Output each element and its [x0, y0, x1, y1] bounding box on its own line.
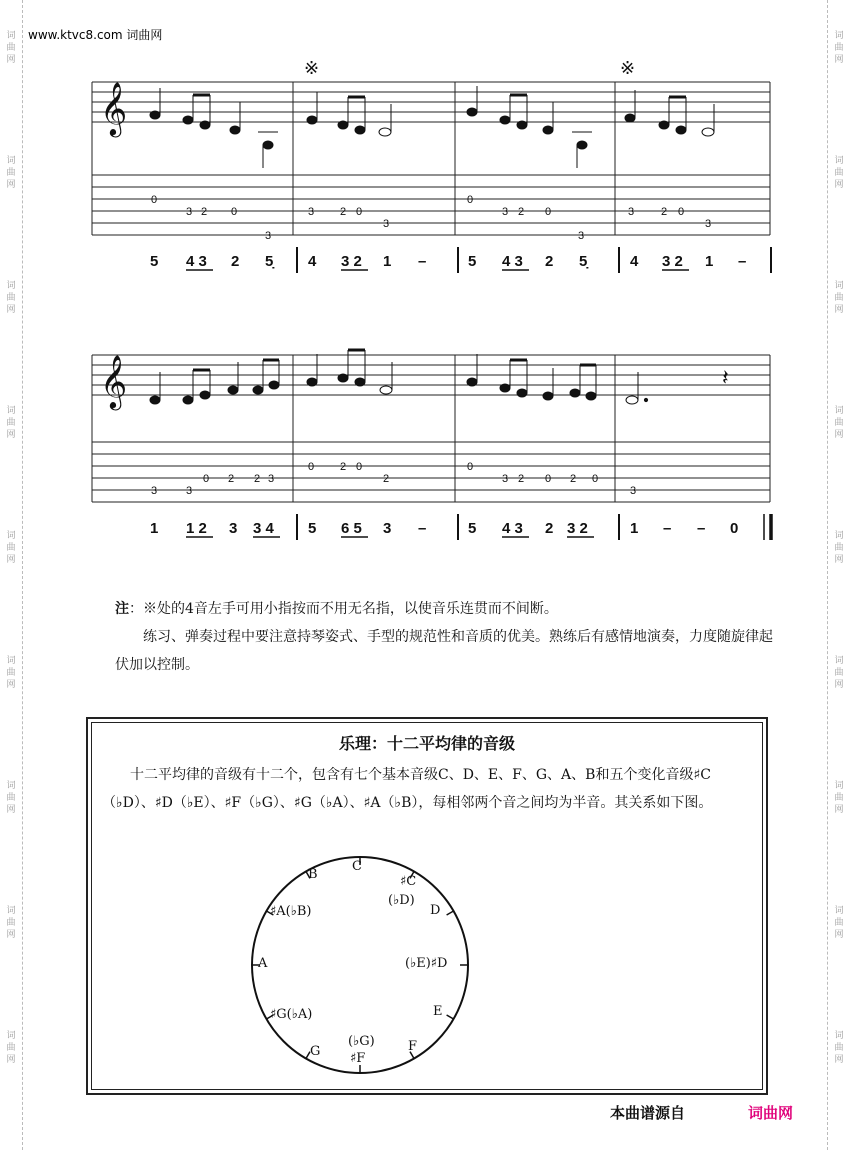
circle-label: ♯C: [400, 874, 417, 889]
svg-text:3: 3: [383, 218, 390, 230]
jianpu-r1-m3-n3: 2: [545, 253, 554, 270]
jianpu-r2-m2-n2: 6 5: [341, 520, 362, 537]
svg-text:2: 2: [228, 473, 235, 485]
svg-text:0: 0: [356, 206, 363, 218]
note-line-1: ：※处的4音左手可用小指按而不用无名指，以使音乐连贯而不间断。: [129, 601, 558, 617]
jianpu-r2-m2-n4: –: [418, 520, 427, 537]
jianpu-r2-m2-n3: 3: [383, 520, 392, 537]
circle-tick: [447, 1015, 454, 1019]
svg-text:0: 0: [151, 194, 158, 206]
svg-text:2: 2: [518, 473, 525, 485]
circle-label: (♭G): [348, 1034, 375, 1049]
circle-label: D: [430, 903, 441, 918]
svg-text:3: 3: [628, 206, 635, 218]
side-watermark-text: 词 曲 网: [6, 156, 16, 190]
segno-mark-1: ※: [304, 58, 320, 79]
jianpu-r2-m1-n2: 1 2: [186, 520, 207, 537]
svg-text:3: 3: [502, 206, 509, 218]
circle-label: ♯F: [350, 1051, 366, 1066]
jianpu-r2-m2-n1: 5: [308, 520, 317, 537]
svg-text:3: 3: [268, 473, 275, 485]
semitone-circle-diagram: [240, 840, 480, 1090]
side-watermark-text: 词 曲 网: [834, 1031, 844, 1065]
svg-text:2: 2: [518, 206, 525, 218]
side-watermark-text: 词 曲 网: [6, 656, 16, 690]
circle-label: G: [310, 1044, 321, 1059]
svg-text:2: 2: [201, 206, 208, 218]
jianpu-r1-m3-n2: 4 3: [502, 253, 523, 270]
svg-text:2: 2: [340, 206, 347, 218]
jianpu-r2-m4-n1: 1: [630, 520, 639, 537]
jianpu-r1-m4-n3: 1: [705, 253, 714, 270]
side-watermark-text: 词 曲 网: [6, 906, 16, 940]
side-watermark-text: 词 曲 网: [834, 656, 844, 690]
svg-text:0: 0: [356, 461, 363, 473]
jianpu-r2-m3-n1: 5: [468, 520, 477, 537]
svg-text:3: 3: [502, 473, 509, 485]
svg-text:0: 0: [203, 473, 210, 485]
jianpu-r1-m2-n4: –: [418, 253, 427, 270]
jianpu-r2-m1-n1: 1: [150, 520, 159, 537]
circle-label: E: [433, 1004, 443, 1019]
svg-text:2: 2: [383, 473, 390, 485]
side-watermark-text: 词 曲 网: [834, 281, 844, 315]
circle-label: F: [408, 1039, 418, 1054]
circle-label: ♯G(♭A): [270, 1007, 313, 1022]
side-watermark-text: 词 曲 网: [6, 781, 16, 815]
svg-text:3: 3: [186, 206, 193, 218]
jianpu-r2-m3-n2: 4 3: [502, 520, 523, 537]
svg-text:0: 0: [545, 206, 552, 218]
jianpu-r1-m4-n4: –: [738, 253, 747, 270]
svg-text:2: 2: [661, 206, 668, 218]
jianpu-r2-m4-n2: –: [663, 520, 672, 537]
svg-text:2: 2: [570, 473, 577, 485]
jianpu-r1-m3-n4: 5̣: [579, 253, 588, 270]
jianpu-r1-m1-n4: 5̣: [265, 253, 274, 270]
jianpu-r2-m4-n3: –: [697, 520, 706, 537]
practice-note: [115, 595, 775, 679]
circle-label: C: [352, 859, 362, 874]
jianpu-r2-m1-n4: 3 4: [253, 520, 274, 537]
svg-text:3: 3: [186, 485, 193, 497]
svg-text:0: 0: [467, 461, 474, 473]
side-watermark-text: 词 曲 网: [6, 31, 16, 65]
circle-label: (♭D): [388, 893, 415, 908]
circle-label: (♭E)♯D: [405, 956, 448, 971]
jianpu-r2-m1-n3: 3: [229, 520, 238, 537]
svg-text:3: 3: [308, 206, 315, 218]
side-watermark-text: 词 曲 网: [6, 531, 16, 565]
side-watermark-text: 词 曲 网: [834, 906, 844, 940]
jianpu-r1-m2-n3: 1: [383, 253, 392, 270]
jianpu-r2-m3-n3: 2: [545, 520, 554, 537]
svg-text:0: 0: [308, 461, 315, 473]
svg-text:0: 0: [592, 473, 599, 485]
svg-text:0: 0: [545, 473, 552, 485]
svg-text:3: 3: [578, 230, 585, 242]
theory-title: 乐理：十二平均律的音级: [338, 734, 515, 753]
jianpu-r2-m3-n4: 3 2: [567, 520, 588, 537]
side-watermark-text: 词 曲 网: [834, 781, 844, 815]
svg-text:𝄞: 𝄞: [100, 81, 128, 135]
circle-label: A: [258, 956, 268, 971]
jianpu-r1-m1-n1: 5: [150, 253, 159, 270]
note-label: 注: [115, 601, 129, 617]
svg-text:3: 3: [151, 485, 158, 497]
side-watermark-text: 词 曲 网: [834, 31, 844, 65]
svg-text:𝄞: 𝄞: [100, 354, 128, 408]
jianpu-r1-m3-n1: 5: [468, 253, 477, 270]
footer-source-label: 本曲谱源自: [610, 1105, 686, 1122]
side-watermark-text: 词 曲 网: [834, 406, 844, 440]
side-watermark-text: 词 曲 网: [6, 406, 16, 440]
circle-label: ♯A(♭B): [270, 904, 312, 919]
jianpu-r1-m4-n1: 4: [630, 253, 639, 270]
circle-label: B: [308, 867, 318, 882]
circle-tick: [447, 911, 454, 915]
jianpu-r1-m1-n3: 2: [231, 253, 240, 270]
svg-text:0: 0: [231, 206, 238, 218]
svg-text:2: 2: [254, 473, 261, 485]
side-watermark-text: 词 曲 网: [6, 1031, 16, 1065]
note-line-2: 练习、弹奏过程中要注意持琴姿式、手型的规范性和音质的优美。熟练后有感情地演奏，力度随旋律起伏加以控制。: [115, 629, 773, 673]
jianpu-r1-m2-n2: 3 2: [341, 253, 362, 270]
theory-paragraph: 十二平均律的音级有十二个，包含有七个基本音级C、D、E、F、G、A、B和五个变化音级♯C（♭D）、♯D（♭E）、♯F（♭G）、♯G（♭A）、♯A（♭B），每相邻两个音之间均为半音。其关系如下图。: [102, 767, 713, 811]
svg-text:3: 3: [630, 485, 637, 497]
svg-text:2: 2: [340, 461, 347, 473]
svg-text:0: 0: [678, 206, 685, 218]
site-url: www.ktvc8.com 词曲网: [28, 28, 163, 42]
segno-mark-2: ※: [620, 58, 636, 79]
side-watermark-text: 词 曲 网: [834, 531, 844, 565]
svg-text:3: 3: [265, 230, 272, 242]
svg-text:𝄽: 𝄽: [722, 366, 729, 391]
footer-site-name[interactable]: 词曲网: [748, 1105, 794, 1122]
side-watermark-text: 词 曲 网: [6, 281, 16, 315]
svg-text:0: 0: [467, 194, 474, 206]
svg-text:3: 3: [705, 218, 712, 230]
jianpu-r2-m4-n4: 0: [730, 520, 739, 537]
jianpu-r1-m2-n1: 4: [308, 253, 317, 270]
jianpu-r1-m4-n2: 3 2: [662, 253, 683, 270]
side-watermark-text: 词 曲 网: [834, 156, 844, 190]
jianpu-r1-m1-n2: 4 3: [186, 253, 207, 270]
